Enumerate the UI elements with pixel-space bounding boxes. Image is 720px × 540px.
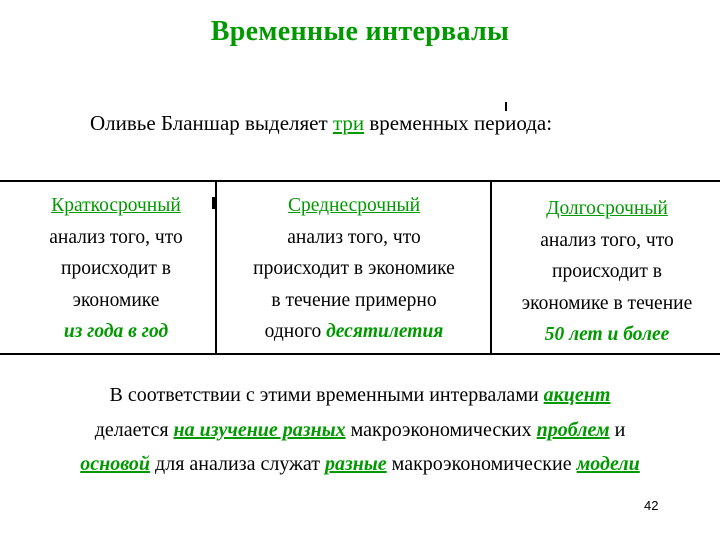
intro-after: временных периода: [364,111,553,135]
column-line: анализ того, что [540,229,674,251]
paragraph-emphasis: акцент [543,384,611,406]
column-line: анализ того, что [49,226,183,248]
paragraph-emphasis: модели [576,453,640,475]
paragraph-text: макроэкономических [345,418,537,441]
intro-accent: три [332,111,365,135]
paragraph-line-3 [0,447,720,482]
paragraph-line-2 [0,413,720,448]
column-emphasis: десятилетия [326,321,444,342]
paragraph-emphasis: разные [325,453,387,475]
column-line: экономике [72,289,160,311]
paragraph-text: для анализа служат [150,453,325,475]
stray-tick-mark [505,102,507,111]
summary-paragraph [0,378,720,482]
column-divider-2 [490,180,492,355]
column-line: происходит в экономике [253,258,455,279]
paragraph-emphasis: проблем [536,418,610,441]
paragraph-text: макроэкономические [386,453,577,475]
column-short-term [18,190,214,348]
paragraph-text: В соответствии с этими временными интервалами [109,384,544,406]
column-medium-term [218,190,490,348]
page-number: 42 [644,498,659,513]
column-line: в течение примерно [271,289,437,311]
column-last-line [218,316,490,348]
column-last-prefix: одного [264,321,327,342]
paragraph-text: и [609,418,626,441]
paragraph-emphasis: основой [80,453,151,475]
column-line: происходит в [552,261,662,282]
intro-before: Оливье Бланшар выделяет [90,111,333,135]
intro-line [90,111,552,136]
column-emphasis: из года в год [63,321,169,342]
column-heading: Краткосрочный [51,195,181,216]
paragraph-text: делается [94,418,174,441]
paragraph-line-1 [0,378,720,413]
column-heading: Долгосрочный [546,198,668,219]
paragraph-emphasis: на изучение разных [173,418,346,441]
column-line: экономике в течение [521,292,693,314]
column-long-term [494,193,720,351]
slide-title: Временные интервалы [210,16,510,47]
column-line: анализ того, что [287,226,421,248]
table-bottom-rule [0,353,720,355]
table-top-rule [0,180,720,182]
column-emphasis: 50 лет и более [544,324,670,345]
column-line: происходит в [61,258,171,279]
column-heading: Среднесрочный [287,195,421,216]
